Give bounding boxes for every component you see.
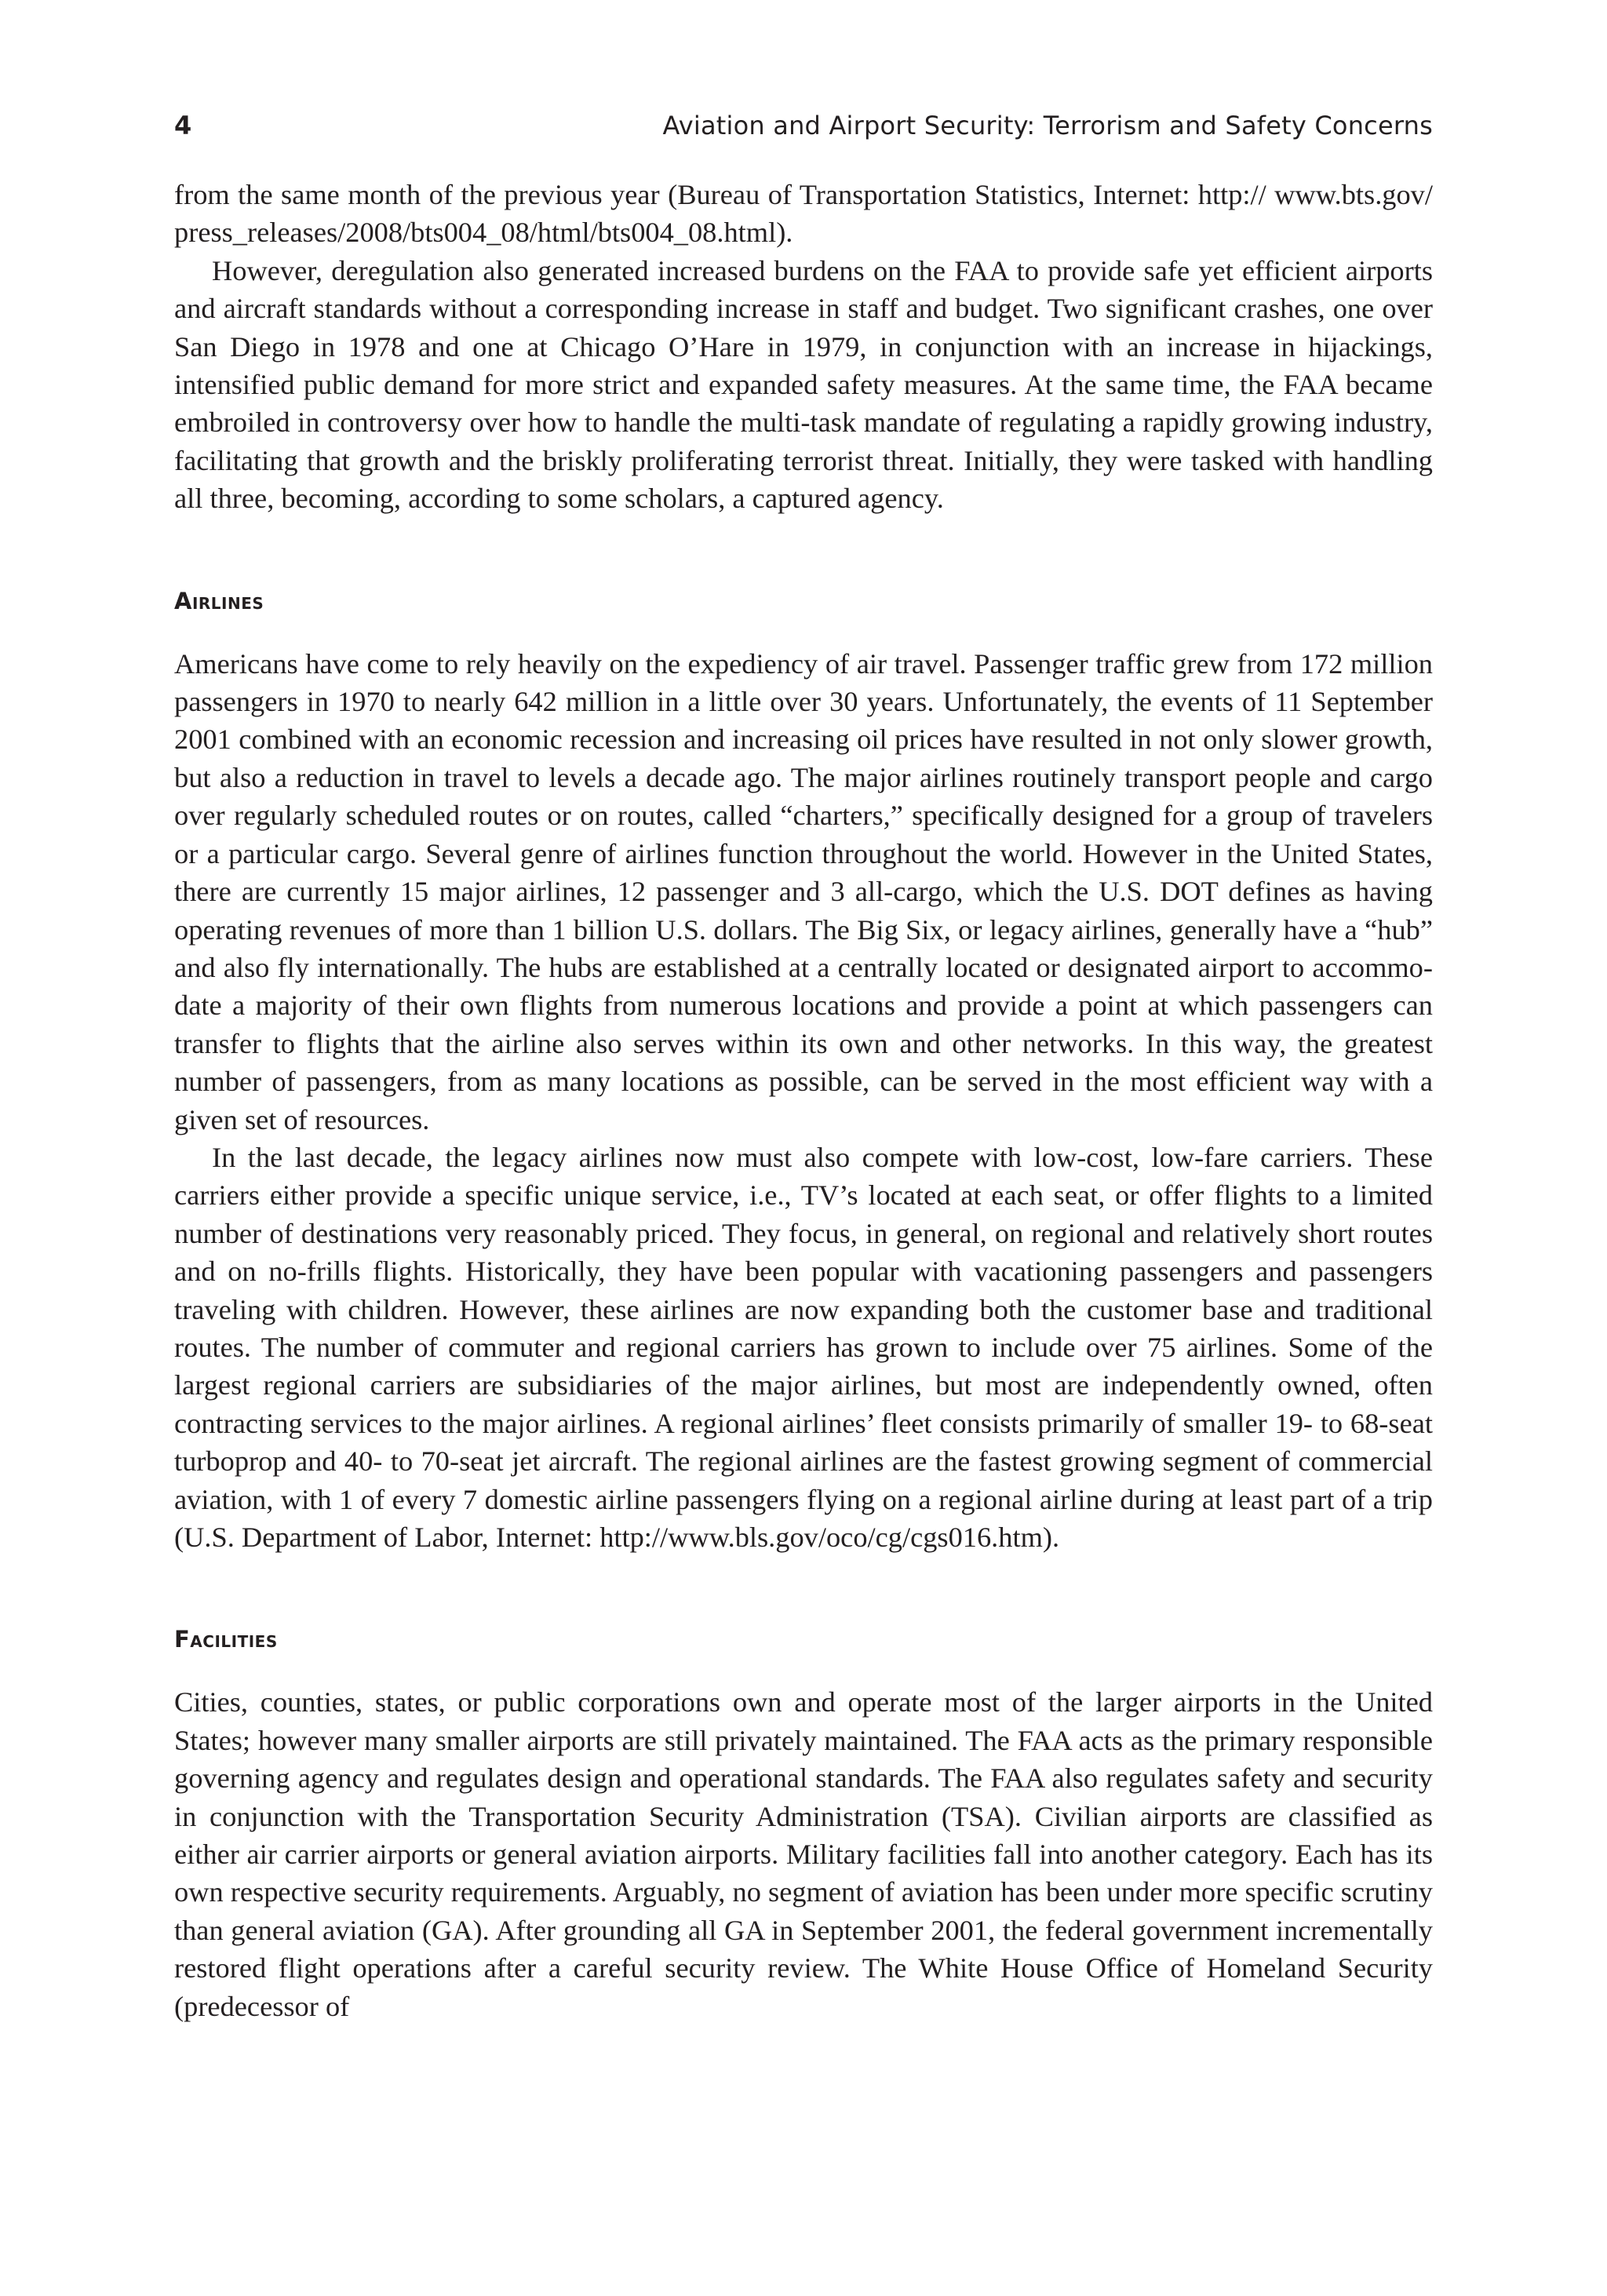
page-number: 4 — [174, 111, 192, 140]
running-head — [174, 107, 1433, 144]
section-heading-facilities: Facilities — [174, 1626, 278, 1653]
paragraph-continued: from the same month of the previous year (Bureau of Transportation Statistics, Internet: http:// www.bts.gov/ press_releases/2008/bts004_08/html/bts004_08.html). — [174, 179, 1433, 249]
book-title: Aviation and Airport Security: Terrorism and Safety Concerns — [662, 111, 1433, 140]
paragraph-deregulation: However, deregulation also generated increased burdens on the FAA to provide safe yet efficient airports and aircraft standards without a corresponding increase in staff and budget. Two significant crashes, one over San Diego in 1978 and one at Chicago O’Hare in 1979, in conjunction with an increase in hijackings, intensified public demand for more strict and expanded safety measures. At the same time, the FAA became embroiled in controversy over how to handle the multi-task mandate of regulating a rapidly growing industry, facilitating that growth and the briskly proliferating terrorist threat. Initially, they were tasked with handling all three, becoming, according to some scholars, a captured agency. — [174, 254, 1433, 515]
paragraph-air-travel: Americans have come to rely heavily on the expediency of air travel. Passenger traffic grew from 172 million passengers in 1970 to nearly 642 million in a little over 30 years. Unfortunately, the events of 11 September 2001 combined with an economic recession and increasing oil prices have resulted in not only slower growth, but also a reduction in travel to levels a decade ago. The major airlines routinely transport people and cargo over regularly scheduled routes or on routes, called “charters,” specifically designed for a group of travelers or a particular cargo. Several genre of airlines function throughout the world. However in the United States, there are currently 15 major airlines, 12 passenger and 3 all-cargo, which the U.S. DOT defines as having operating revenues of more than 1 billion U.S. dollars. The Big Six, or legacy airlines, generally have a “hub” and also fly internationally. The hubs are established at a centrally located or designated airport to accommodate a majority of their own flights from numerous locations and provide a point at which passengers can transfer to flights that the airline also serves within its own and other networks. In this way, the greatest number of passengers, from as many locations as possible, can be served in the most efficient way with a given set of resources. — [174, 647, 1433, 1135]
book-page — [174, 107, 1433, 2025]
paragraph-low-cost-carriers: In the last decade, the legacy airlines now must also compete with low-cost, low-fare carriers. These carriers either provide a specific unique service, i.e., TV’s located at each seat, or offer flights to a limited number of destinations very reasonably priced. They focus, in general, on regional and relatively short routes and on no-frills flights. Historically, they have been popular with vacationing passengers and passengers traveling with children. However, these airlines are now expanding both the customer base and traditional routes. The number of commuter and regional carriers has grown to include over 75 airlines. Some of the largest regional carriers are subsidiaries of the major airlines, but most are independently owned, often contracting services to the major airlines. A regional airlines’ fleet consists primarily of smaller 19- to 68-seat turboprop and 40- to 70-seat jet aircraft. The regional airlines are the fastest growing segment of commercial aviation, with 1 of every 7 domestic airline passengers flying on a regional airline during at least part of a trip (U.S. Department of Labor, Internet: http://www.bls.gov/oco/cg/cgs016.htm). — [174, 1141, 1433, 1553]
paragraph-airports: Cities, counties, states, or public corporations own and operate most of the larger airports in the United States; however many smaller airports are still privately maintained. The FAA acts as the primary responsible governing agency and regulates design and operational standards. The FAA also regulates safety and security in conjunction with the Transportation Security Administration (TSA). Civilian airports are classified as either air carrier airports or general aviation airports. Military facilities fall into another category. Each has its own respective security requirements. Arguably, no segment of aviation has been under more specific scrutiny than general aviation (GA). After grounding all GA in September 2001, the federal government incrementally restored flight operations after a careful security review. The White House Office of Homeland Security (predecessor of — [174, 1686, 1433, 2022]
section-heading-airlines: Airlines — [174, 587, 264, 614]
